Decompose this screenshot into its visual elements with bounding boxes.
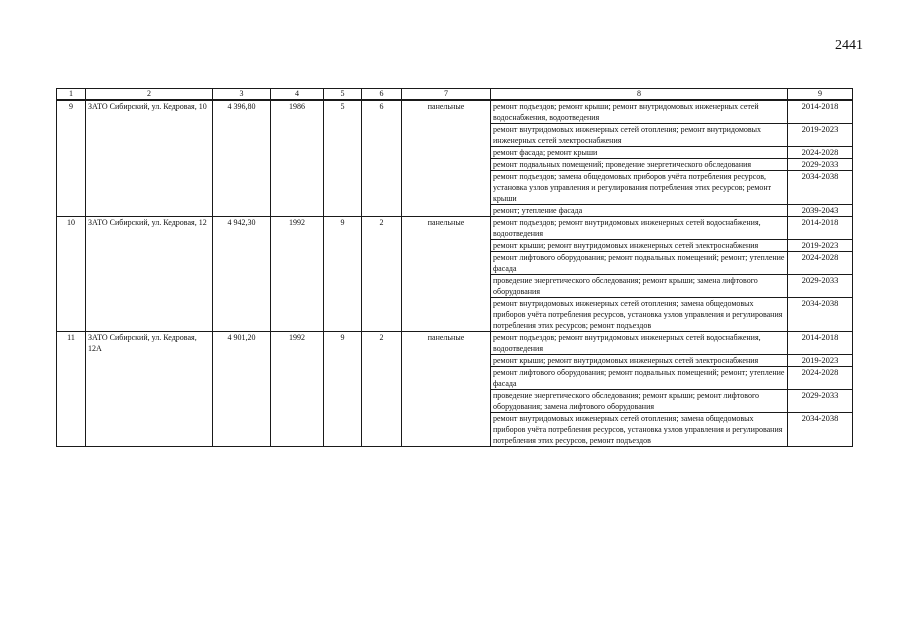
table-row <box>57 217 853 240</box>
wall-material: панельные <box>402 100 491 217</box>
table-row <box>57 332 853 355</box>
repair-period: 2014-2018 <box>788 217 853 240</box>
entrance-count: 2 <box>362 217 402 332</box>
repair-work-description: ремонт внутридомовых инженерных сетей отопления; замена общедомовых приборов учёта потребления ресурсов, установка узлов управления и регулирования потребления этих ресурсов, ремонт подъездов <box>491 413 788 447</box>
repair-period: 2034-2038 <box>788 171 853 205</box>
repair-period: 2034-2038 <box>788 413 853 447</box>
repair-work-description: ремонт фасада; ремонт крыши <box>491 147 788 159</box>
repair-period: 2024-2028 <box>788 147 853 159</box>
column-number: 2 <box>86 89 213 101</box>
repair-schedule-table <box>56 88 853 447</box>
repair-work-description: ремонт лифтового оборудования; ремонт подвальных помещений; ремонт; утепление фасада <box>491 252 788 275</box>
construction-year: 1992 <box>271 332 324 447</box>
repair-work-description: ремонт внутридомовых инженерных сетей отопления; замена общедомовых приборов учёта потребления ресурсов, установка узлов управления и регулирования потребления этих ресурсов; ремонт подъездов <box>491 298 788 332</box>
entrance-count: 2 <box>362 332 402 447</box>
table-row <box>57 100 853 124</box>
repair-work-description: ремонт; утепление фасада <box>491 205 788 217</box>
column-number: 4 <box>271 89 324 101</box>
repair-period: 2019-2023 <box>788 124 853 147</box>
repair-period: 2014-2018 <box>788 100 853 124</box>
repair-period: 2024-2028 <box>788 252 853 275</box>
repair-work-description: ремонт подъездов; ремонт внутридомовых инженерных сетей водоснабжения, водоотведения <box>491 332 788 355</box>
column-number: 9 <box>788 89 853 101</box>
repair-period: 2029-2033 <box>788 275 853 298</box>
repair-period: 2014-2018 <box>788 332 853 355</box>
repair-period: 2019-2023 <box>788 355 853 367</box>
building-address: ЗАТО Сибирский, ул. Кедровая, 12А <box>86 332 213 447</box>
entrance-count: 6 <box>362 100 402 217</box>
building-address: ЗАТО Сибирский, ул. Кедровая, 10 <box>86 100 213 217</box>
repair-work-description: ремонт подъездов; ремонт внутридомовых инженерных сетей водоснабжения, водоотведения <box>491 217 788 240</box>
repair-work-description: ремонт крыши; ремонт внутридомовых инженерных сетей электроснабжения <box>491 355 788 367</box>
building-number: 9 <box>57 100 86 217</box>
floor-count: 5 <box>324 100 362 217</box>
repair-work-description: ремонт подъездов; ремонт крыши; ремонт внутридомовых инженерных сетей водоснабжения, водоотведения <box>491 100 788 124</box>
page-number: 2441 <box>835 38 863 53</box>
building-number: 10 <box>57 217 86 332</box>
repair-period: 2029-2033 <box>788 159 853 171</box>
repair-work-description: ремонт подвальных помещений; проведение энергетического обследования <box>491 159 788 171</box>
repair-work-description: ремонт лифтового оборудования; ремонт подвальных помещений; ремонт; утепление фасада <box>491 367 788 390</box>
column-number: 5 <box>324 89 362 101</box>
column-number: 7 <box>402 89 491 101</box>
construction-year: 1992 <box>271 217 324 332</box>
column-number: 3 <box>213 89 271 101</box>
building-number: 11 <box>57 332 86 447</box>
construction-year: 1986 <box>271 100 324 217</box>
repair-work-description: ремонт крыши; ремонт внутридомовых инженерных сетей электроснабжения <box>491 240 788 252</box>
repair-work-description: проведение энергетического обследования; ремонт крыши; замена лифтового оборудования <box>491 275 788 298</box>
building-area: 4 942,30 <box>213 217 271 332</box>
building-address: ЗАТО Сибирский, ул. Кедровая, 12 <box>86 217 213 332</box>
floor-count: 9 <box>324 332 362 447</box>
repair-period: 2039-2043 <box>788 205 853 217</box>
repair-work-description: ремонт подъездов; замена общедомовых приборов учёта потребления ресурсов, установка узлов управления и регулирования потребления этих ресурсов; ремонт крыши <box>491 171 788 205</box>
building-area: 4 396,80 <box>213 100 271 217</box>
repair-period: 2029-2033 <box>788 390 853 413</box>
repair-period: 2019-2023 <box>788 240 853 252</box>
wall-material: панельные <box>402 332 491 447</box>
building-area: 4 901,20 <box>213 332 271 447</box>
repair-period: 2024-2028 <box>788 367 853 390</box>
repair-work-description: проведение энергетического обследования; ремонт крыши; ремонт лифтового оборудования; замена лифтового оборудования <box>491 390 788 413</box>
floor-count: 9 <box>324 217 362 332</box>
column-number: 8 <box>491 89 788 101</box>
column-number-row <box>57 89 853 101</box>
column-number: 1 <box>57 89 86 101</box>
repair-period: 2034-2038 <box>788 298 853 332</box>
repair-work-description: ремонт внутридомовых инженерных сетей отопления; ремонт внутридомовых инженерных сетей электроснабжения <box>491 124 788 147</box>
column-number: 6 <box>362 89 402 101</box>
wall-material: панельные <box>402 217 491 332</box>
